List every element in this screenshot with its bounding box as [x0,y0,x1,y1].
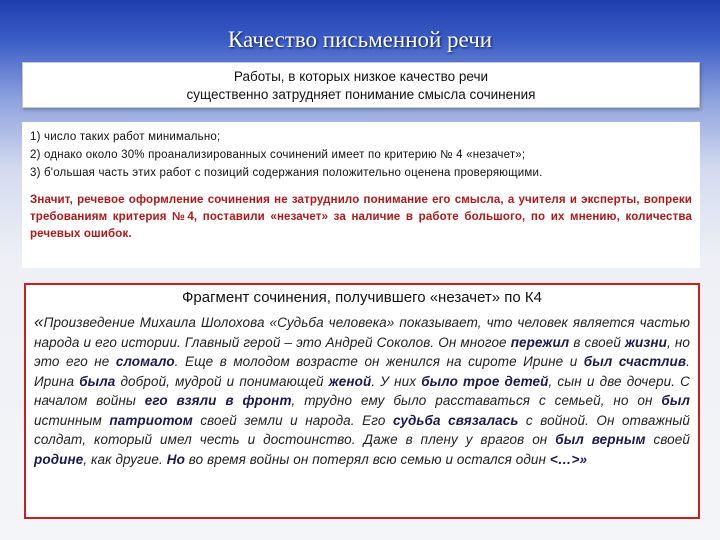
excerpt-highlight: Но [166,451,185,467]
excerpt-highlight: был верным [555,432,646,447]
excerpt-box [24,283,700,519]
point-item: 1) число таких работ минимально; [30,131,221,143]
excerpt-highlight: патриотом [109,412,193,428]
excerpt-segment: доброй, мудрой и понимающей [115,373,329,389]
excerpt-highlight: был [661,393,690,408]
excerpt-segment: в своей [569,334,626,350]
points-box [22,122,700,268]
slide-title: Качество письменной речи [227,27,493,52]
excerpt-highlight: был счастлив [583,354,687,369]
subtitle-line-1: Работы, в которых низкое качество речи [233,69,489,84]
excerpt-segment: , сын и две дочери. С началом войны [34,373,691,408]
excerpt-segment: , трудно ему было расставаться с семьей, но он [291,393,662,408]
excerpt-segment: « [34,312,44,331]
excerpt-segment: своей земли и народа. Его [192,412,393,428]
excerpt-segment: Произведение Михаила Шолохова «Судьба человека» показывает, что человек является частью народа и его истории. Главный герой – это Андрей Соколов. Он многое [34,315,690,350]
excerpt-segment: истинным [34,412,110,428]
excerpt-segment: своей [645,432,691,447]
excerpt-highlight: было трое детей [421,373,549,389]
excerpt-segment: во время войны он потерял всю семью и остался один [184,451,550,467]
excerpt-highlight: жизни [625,334,667,350]
excerpt-segment: . У них [371,373,422,389]
excerpt-title: Фрагмент сочинения, получившего «незачет» по К4 [181,289,542,306]
excerpt-segment: . Еще в молодом возрасте он женился на сироте Ирине и [174,354,584,369]
excerpt-highlight: <…>» [549,451,588,467]
excerpt-segment: , как другие. [83,451,167,467]
point-item: 3) б'ольшая часть этих работ с позиций содержания положительно оценена проверяющими. [30,167,543,179]
excerpt-segment: . Ирина [34,354,690,389]
subtitle-box [22,62,700,108]
excerpt-highlight: его взяли в фронт [144,393,292,408]
excerpt-highlight: женой [328,373,372,389]
excerpt-highlight: пережил [510,334,570,350]
excerpt-text [34,312,690,469]
excerpt-segment: , но это его не [34,334,690,369]
excerpt-highlight: сломало [115,354,175,369]
excerpt-highlight: была [79,373,116,389]
excerpt-highlight: судьба связалась [392,412,519,428]
excerpt-highlight: родине [34,451,84,467]
excerpt-segment: с войной. Он отважный солдат, который имел честь и достоинство. Даже в плену у врагов он [34,412,691,447]
subtitle-line-2: существенно затрудняет понимание смысла сочинения [186,87,536,102]
point-item: 2) однако около 30% проанализированных сочинений имеет по критерию № 4 «незачет»; [30,149,526,161]
conclusion-text: Значит, речевое оформление сочинения не затруднило понимание его смысла, а учителя и эксперты, вопреки требованиям критерия №4, поставили «незачет» за наличие в работе большого, по их мнению, количества речевых ошибок. [30,194,692,240]
